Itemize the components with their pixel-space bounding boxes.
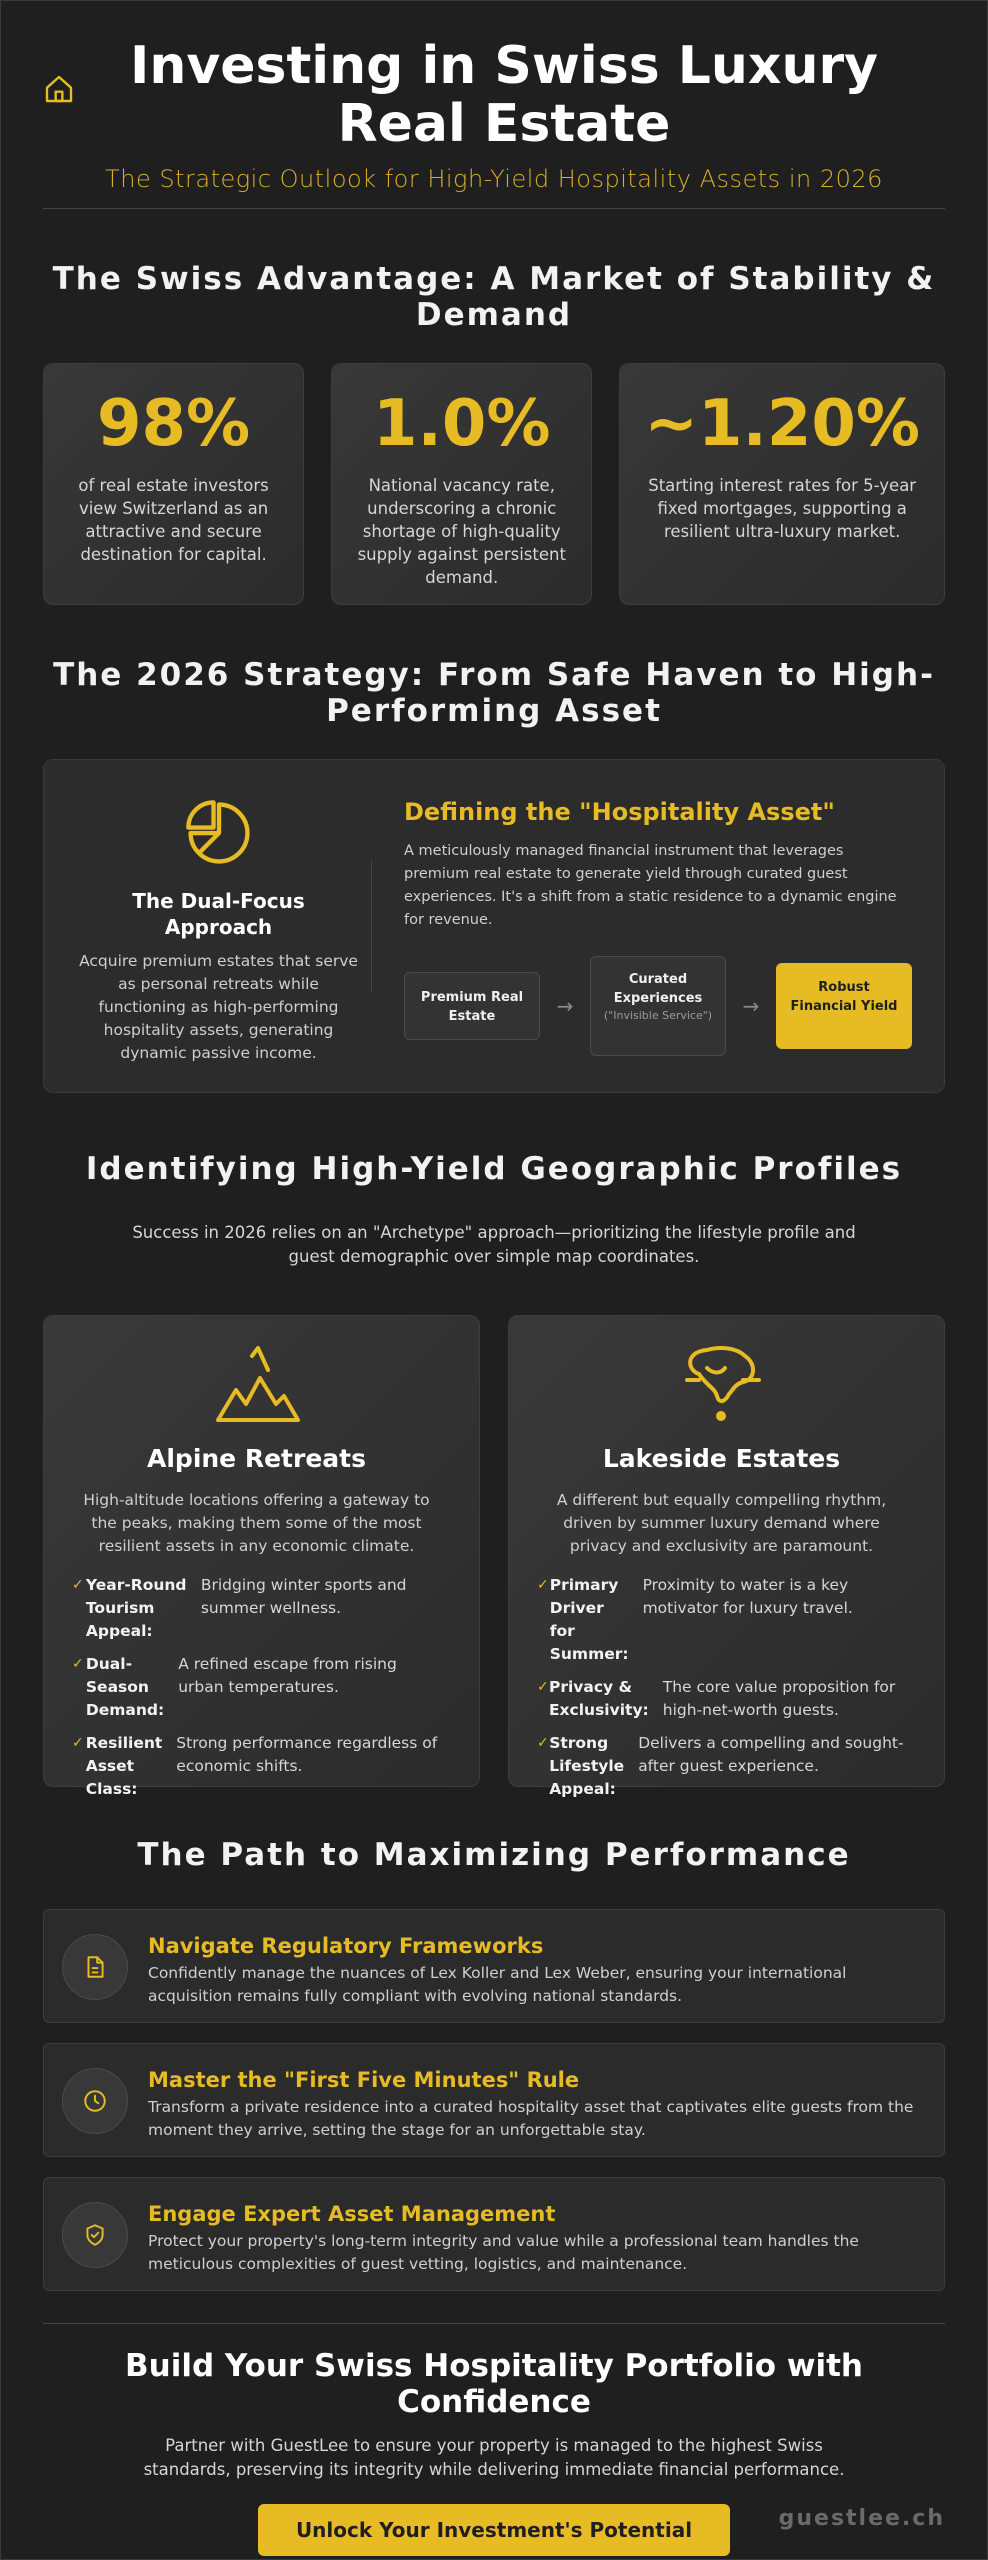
list-item — [533, 1676, 910, 1722]
stat-card — [619, 363, 945, 605]
document-icon — [82, 1954, 108, 1980]
stat-card — [331, 363, 592, 605]
divider — [371, 860, 372, 992]
flow-step-real-estate: Premium Real Estate — [404, 972, 540, 1040]
flow-step-label: Curated Experiences — [613, 972, 703, 1006]
path-item-title: Navigate Regulatory Frameworks — [148, 1934, 544, 1958]
feature-text: Proximity to water is a key motivator for luxury travel. — [642, 1576, 853, 1617]
feature-label: Strong Lifestyle Appeal: — [549, 1734, 625, 1798]
definition-title: Defining the "Hospitality Asset" — [404, 798, 835, 826]
clock-icon — [82, 2088, 108, 2114]
stat-value: 1.0% — [373, 387, 551, 461]
list-item — [43, 1909, 945, 2023]
feature-label: Dual-Season Demand: — [85, 1655, 165, 1719]
dual-focus-description: Acquire premium estates that serve as personal retreats while functioning as high-performing hospitality assets, generating dynamic passive income. — [79, 952, 358, 1062]
cta-section — [43, 2323, 945, 2559]
dual-focus-title: The Dual-Focus Approach — [132, 889, 305, 939]
path-item-title: Master the "First Five Minutes" Rule — [148, 2068, 580, 2092]
lakeside-card — [508, 1315, 945, 1798]
path-icon-wrapper — [62, 2202, 128, 2268]
dual-focus-panel — [76, 760, 361, 1092]
strategy-title: The 2026 Strategy: From Safe Haven to High-Performing Asset — [53, 657, 935, 729]
check-icon: ✓ — [537, 1735, 549, 1751]
feature-text: Bridging winter sports and summer wellness. — [200, 1576, 407, 1617]
path-text — [148, 1932, 926, 2008]
feature-text: The core value proposition for high-net-worth guests. — [662, 1678, 896, 1719]
page-title: Investing in Swiss Luxury Real Estate — [129, 36, 879, 154]
path-title: The Path to Maximizing Performance — [137, 1837, 851, 1873]
flow-step-experiences — [590, 956, 726, 1056]
path-text — [148, 2066, 926, 2142]
feature-text: Strong performance regardless of economic shifts. — [176, 1734, 438, 1775]
path-list — [43, 1909, 945, 2291]
feature-label: Primary Driver for Summer: — [549, 1576, 629, 1663]
path-item-description: Confidently manage the nuances of Lex Koller and Lex Weber, ensuring your international acquisition remains fully compliant with evolving national standards. — [148, 1964, 847, 2005]
list-item — [68, 1653, 445, 1722]
cta-title: Build Your Swiss Hospitality Portfolio with Confidence — [125, 2348, 863, 2420]
check-icon: ✓ — [72, 1735, 84, 1751]
stat-description: of real estate investors view Switzerland as an attractive and secure destination for capital. — [78, 476, 269, 564]
path-item-title: Engage Expert Asset Management — [148, 2202, 556, 2226]
path-item-description: Transform a private residence into a curated hospitality asset that captivates elite guests from the moment they arrive, setting the stage for an unforgettable stay. — [148, 2098, 914, 2139]
feature-label: Privacy & Exclusivity: — [548, 1678, 649, 1719]
list-item — [68, 1732, 445, 1801]
flow-diagram — [404, 956, 912, 1056]
stats-row — [43, 363, 945, 605]
check-icon: ✓ — [537, 1577, 549, 1593]
shield-check-icon — [82, 2222, 108, 2248]
stat-value: ~1.20% — [644, 387, 920, 461]
check-icon: ✓ — [72, 1577, 84, 1593]
list-item — [533, 1732, 910, 1801]
arrow-right-icon: → — [742, 994, 760, 1018]
path-item-description: Protect your property's long-term integrity and value while a professional team handles the meticulous complexities of guest vetting, logistics, and maintenance. — [148, 2232, 859, 2273]
alpine-features — [68, 1574, 445, 1801]
brand-logo-text: guestlee.ch — [778, 2506, 945, 2531]
path-icon-wrapper — [62, 1934, 128, 2000]
pie-chart-icon — [184, 798, 254, 868]
definition-text: A meticulously managed financial instrument that leverages premium real estate to generate yield through curated guest experiences. It's a shift from a static residence to a dynamic engine for revenue. — [404, 843, 897, 928]
stat-description: National vacancy rate, underscoring a chronic shortage of high-quality supply against persistent demand. — [357, 476, 566, 587]
lakeside-features — [533, 1574, 910, 1801]
flow-step-yield: Robust Financial Yield — [776, 963, 912, 1049]
mountain-icon — [212, 1344, 302, 1426]
strategy-card — [43, 759, 945, 1093]
list-item — [68, 1574, 445, 1643]
definition-panel — [404, 760, 912, 1092]
check-icon: ✓ — [537, 1679, 549, 1695]
lake-icon — [677, 1344, 767, 1426]
lakeside-description: A different but equally compelling rhythm, driven by summer luxury demand where privacy and exclusivity are paramount. — [556, 1491, 887, 1555]
page-header — [43, 1, 945, 209]
alpine-description: High-altitude locations offering a gateway to the peaks, making them some of the most resilient assets in any economic climate. — [83, 1491, 430, 1555]
lakeside-title: Lakeside Estates — [602, 1444, 841, 1473]
arrow-right-icon: → — [556, 994, 574, 1018]
stat-value: 98% — [96, 387, 251, 461]
feature-label: Year-Round Tourism Appeal: — [85, 1576, 187, 1640]
alpine-title: Alpine Retreats — [147, 1444, 366, 1473]
alpine-card — [43, 1315, 480, 1798]
path-icon-wrapper — [62, 2068, 128, 2134]
stat-description: Starting interest rates for 5-year fixed mortgages, supporting a resilient ultra-luxury market. — [648, 476, 917, 541]
check-icon: ✓ — [72, 1656, 84, 1672]
cta-description: Partner with GuestLee to ensure your property is managed to the highest Swiss standards, preserving its integrity while delivering immediate financial performance. — [143, 2436, 845, 2479]
path-text — [148, 2200, 926, 2276]
geo-intro: Success in 2026 relies on an "Archetype" approach—prioritizing the lifestyle profile and guest demographic over simple map coordinates. — [132, 1223, 856, 1266]
feature-text: Delivers a compelling and sought-after guest experience. — [638, 1734, 904, 1775]
list-item — [43, 2043, 945, 2157]
home-icon[interactable] — [43, 73, 75, 105]
page-subtitle: The Strategic Outlook for High-Yield Hospitality Assets in 2026 — [105, 165, 883, 193]
geo-title: Identifying High-Yield Geographic Profiles — [85, 1151, 903, 1187]
advantage-title: The Swiss Advantage: A Market of Stability & Demand — [52, 261, 936, 333]
list-item — [533, 1574, 910, 1666]
geo-cards — [43, 1315, 945, 1798]
feature-label: Resilient Asset Class: — [85, 1734, 163, 1798]
flow-step-note: ("Invisible Service") — [603, 1009, 713, 1022]
unlock-potential-button[interactable]: Unlock Your Investment's Potential — [258, 2504, 730, 2556]
stat-card — [43, 363, 304, 605]
list-item — [43, 2177, 945, 2291]
feature-text: A refined escape from rising urban temperatures. — [178, 1655, 397, 1696]
